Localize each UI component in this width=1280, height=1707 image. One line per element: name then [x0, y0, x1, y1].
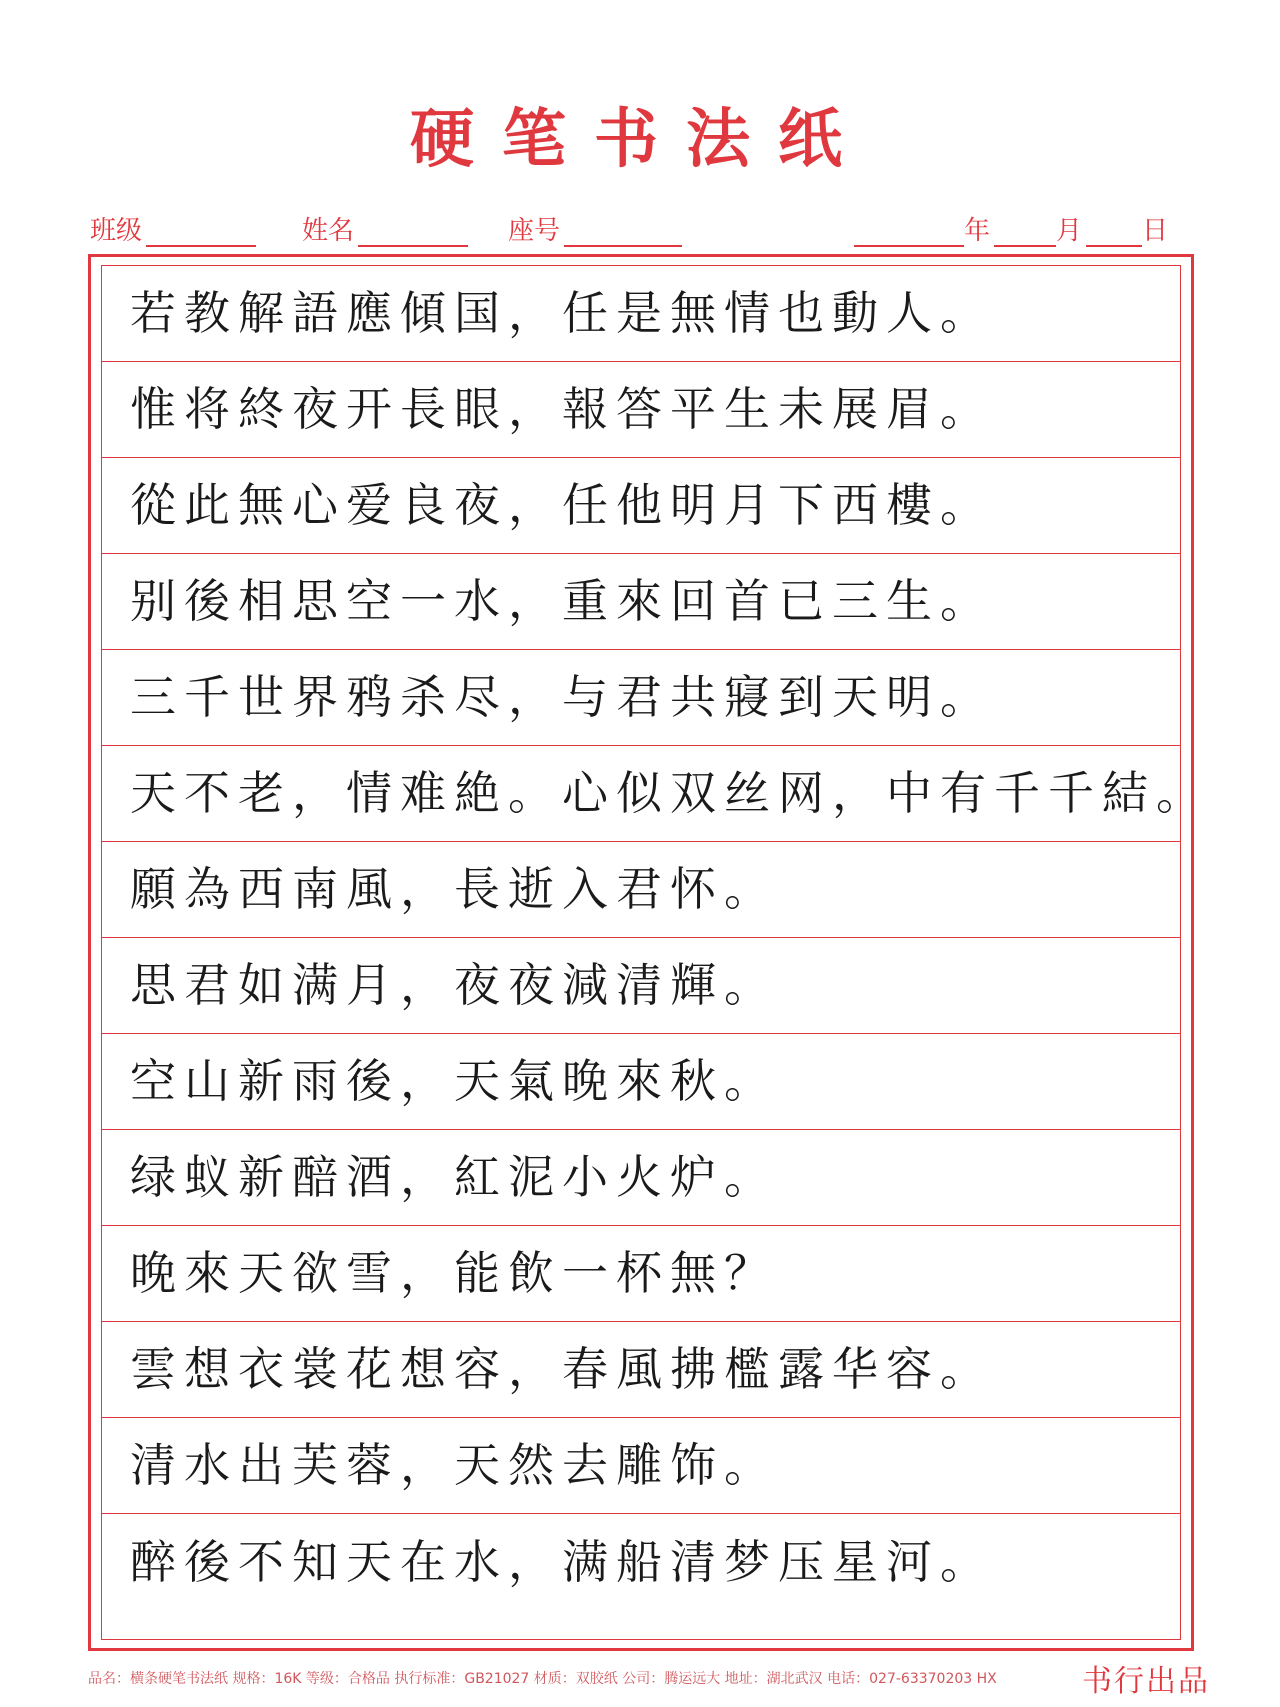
ruled-line [102, 1322, 1180, 1418]
day-label: 日 [1142, 216, 1169, 246]
class-blank[interactable] [146, 221, 256, 247]
day-blank[interactable] [1086, 221, 1142, 247]
seat-label: 座号 [508, 216, 561, 246]
handwritten-line: 别後相思空一水，重來回首已三生。 [130, 574, 994, 628]
ruled-line [102, 266, 1180, 362]
seat-blank[interactable] [564, 221, 682, 247]
ruled-line [102, 1130, 1180, 1226]
month-blank[interactable] [994, 221, 1056, 247]
ruled-line [102, 458, 1180, 554]
handwritten-line: 若教解語應傾国，任是無情也動人。 [130, 286, 994, 340]
ruled-line [102, 650, 1180, 746]
ruled-line [102, 1514, 1180, 1610]
handwritten-line: 從此無心爱良夜，任他明月下西樓。 [130, 478, 994, 532]
year-blank[interactable] [854, 221, 964, 247]
handwritten-line: 醉後不知天在水，满船清梦压星河。 [130, 1535, 994, 1589]
year-label: 年 [964, 216, 991, 246]
handwritten-line: 思君如满月，夜夜減清輝。 [130, 958, 778, 1012]
class-field[interactable] [90, 210, 256, 247]
name-label: 姓名 [302, 216, 355, 246]
handwritten-line: 空山新雨後，天氣晚來秋。 [130, 1054, 778, 1108]
handwritten-line: 绿蚁新醅酒，紅泥小火炉。 [130, 1150, 778, 1204]
handwritten-line: 清水出芙蓉，天然去雕饰。 [130, 1438, 778, 1492]
handwritten-line: 三千世界鸦杀尽，与君共寢到天明。 [130, 670, 994, 724]
writing-sheet [88, 254, 1210, 1651]
page-title: 硬笔书法纸 [410, 102, 870, 177]
date-field[interactable] [850, 210, 1168, 247]
handwritten-line: 願為西南風，長逝入君怀。 [130, 862, 778, 916]
ruled-lines-area [101, 265, 1210, 1640]
ruled-line [102, 554, 1180, 650]
month-label: 月 [1056, 216, 1083, 246]
student-info-row [90, 210, 1200, 250]
publisher-mark: 书行出品 [1082, 1664, 1210, 1699]
name-blank[interactable] [358, 221, 468, 247]
product-specs: 品名：横条硬笔书法纸 规格：16K 等级：合格品 执行标准：GB21027 材质：双胶纸 公司：腾运远大 地址：湖北武汉 电话：027-63370203 HX [88, 1671, 997, 1687]
ruled-line [102, 362, 1180, 458]
ruled-line [102, 746, 1210, 842]
handwritten-line: 晚來天欲雪，能飲一杯無？ [130, 1246, 778, 1300]
class-label: 班级 [90, 216, 143, 246]
handwritten-line: 惟将終夜开長眼，報答平生未展眉。 [130, 382, 994, 436]
ruled-line [102, 938, 1180, 1034]
handwritten-line: 天不老，情难絶。心似双丝网，中有千千結。 [130, 766, 1210, 820]
seat-field[interactable] [508, 210, 682, 247]
ruled-line [102, 1034, 1180, 1130]
ruled-line [102, 1226, 1180, 1322]
handwritten-line: 雲想衣裳花想容，春風拂檻露华容。 [130, 1342, 994, 1396]
ruled-line [102, 1418, 1180, 1514]
name-field[interactable] [302, 210, 468, 247]
ruled-line [102, 842, 1180, 938]
